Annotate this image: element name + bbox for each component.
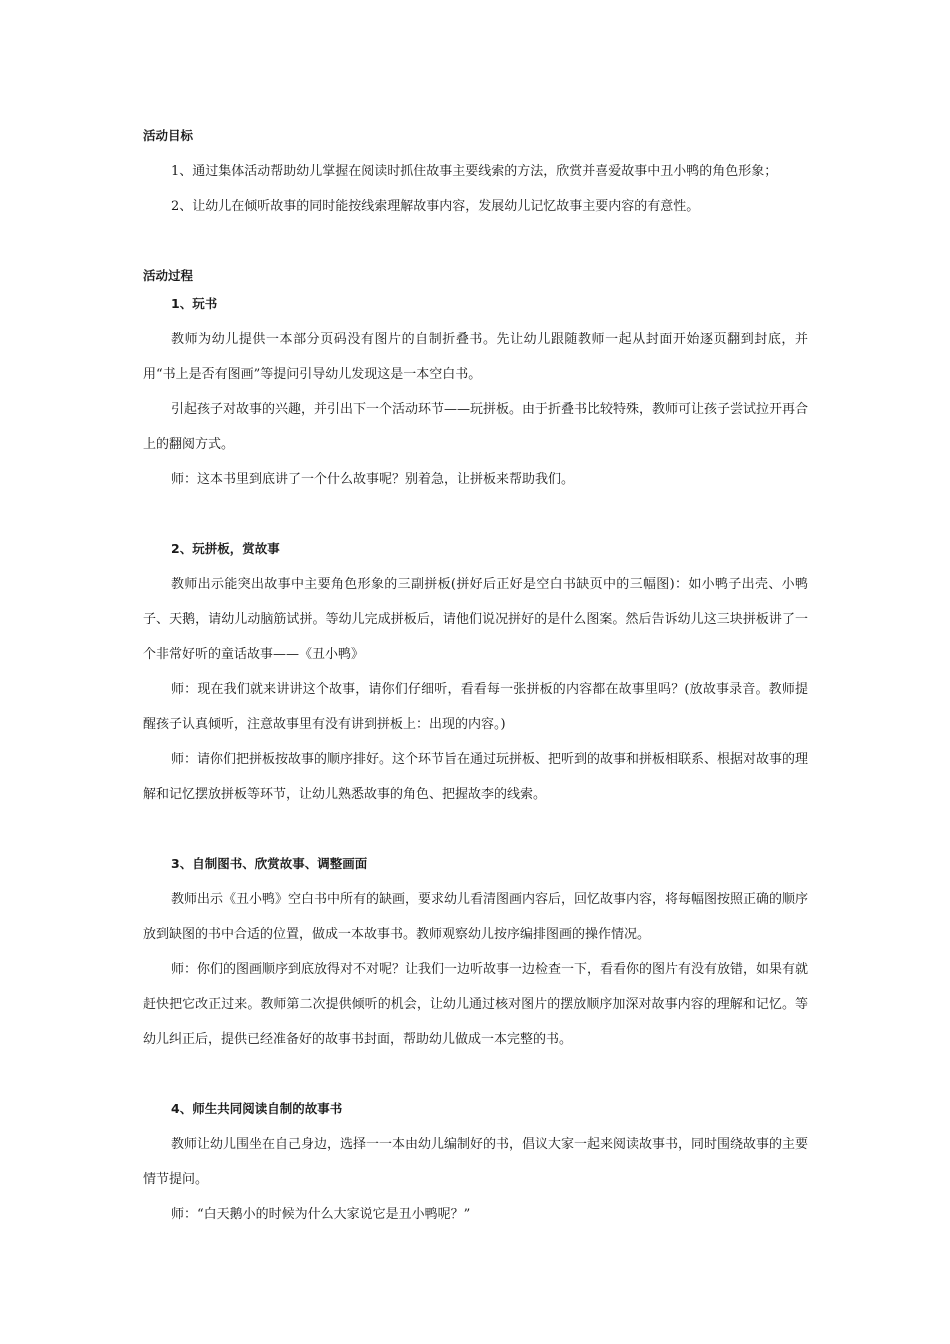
- step-title: 1、玩书: [171, 296, 218, 311]
- step-paragraph: 教师为幼儿提供一本部分页码没有图片的自制折叠书。先让幼儿跟随教师一起从封面开始逐页翻到封底，并用“书上是否有图画”等提问引导幼儿发现这是一本空白书。: [143, 332, 808, 382]
- step-title: 2、玩拼板，赏故事: [171, 541, 280, 556]
- step-title: 4、师生共同阅读自制的故事书: [171, 1101, 343, 1116]
- document-page: [143, 124, 808, 1232]
- step-paragraph: 教师让幼儿围坐在自己身边，选择一一本由幼儿编制好的书，倡议大家一起来阅读故事书，同时围绕故事的主要情节提问。: [143, 1137, 809, 1187]
- step-paragraph: 师：这本书里到底讲了一个什么故事呢？别着急，让拼板来帮助我们。: [171, 472, 575, 487]
- step-section: [143, 1097, 808, 1232]
- step-paragraph: 教师出示能突出故事中主要角色形象的三副拼板(拼好后正好是空白书缺页中的三幅图)：如小鸭子出壳、小鸭子、天鹅，请幼儿动脑筋试拼。等幼儿完成拼板后，请他们说况拼好的是什么图案。然后告诉幼儿这三块拼板讲了一个非常好听的童话故事——《丑小鸭》: [143, 577, 808, 662]
- step-section: [143, 852, 808, 1057]
- step-paragraph: 师：你们的图画顺序到底放得对不对呢？让我们一边听故事一边检查一下，看看你的图片有没有放错，如果有就赶快把它改正过来。教师第二次提供倾听的机会，让幼儿通过核对图片的摆放顺序加深对故事内容的理解和记忆。等幼儿纠正后，提供已经准备好的故事书封面，帮助幼儿做成一本完整的书。: [143, 962, 809, 1047]
- step-paragraph: 教师出示《丑小鸭》空白书中所有的缺画，要求幼儿看清图画内容后，回忆故事内容，将每幅图按照正确的顺序放到缺图的书中合适的位置，做成一本故事书。教师观察幼儿按序编排图画的操作情况。: [143, 892, 809, 942]
- process-heading: 活动过程: [143, 268, 194, 283]
- step-section: [143, 292, 808, 497]
- step-title: 3、自制图书、欣赏故事、调整画面: [171, 856, 368, 871]
- step-section: [143, 537, 808, 812]
- step-paragraph: 引起孩子对故事的兴趣，并引出下一个活动环节——玩拼板。由于折叠书比较特殊，教师可让孩子尝试拉开再合上的翻阅方式。: [143, 402, 809, 452]
- step-paragraph: 师：请你们把拼板按故事的顺序排好。这个环节旨在通过玩拼板、把听到的故事和拼板相联系、根据对故事的理解和记忆摆放拼板等环节，让幼儿熟悉故事的角色、把握故李的线索。: [143, 752, 809, 802]
- goal-item: 1、通过集体活动帮助幼儿掌握在阅读时抓住故事主要线索的方法，欣赏并喜爱故事中丑小鸭的角色形象；: [171, 164, 778, 179]
- step-paragraph: 师：“白天鹅小的时候为什么大家说它是丑小鸭呢？”: [171, 1207, 471, 1222]
- goal-heading: 活动目标: [143, 128, 194, 143]
- goal-item: 2、让幼儿在倾听故事的同时能按线索理解故事内容，发展幼儿记忆故事主要内容的有意性。: [171, 199, 700, 214]
- step-paragraph: 师：现在我们就来讲讲这个故事，请你们仔细听，看看每一张拼板的内容都在故事里吗？(放故事录音。教师提醒孩子认真倾听，注意故事里有没有讲到拼板上：出现的内容。): [143, 682, 808, 732]
